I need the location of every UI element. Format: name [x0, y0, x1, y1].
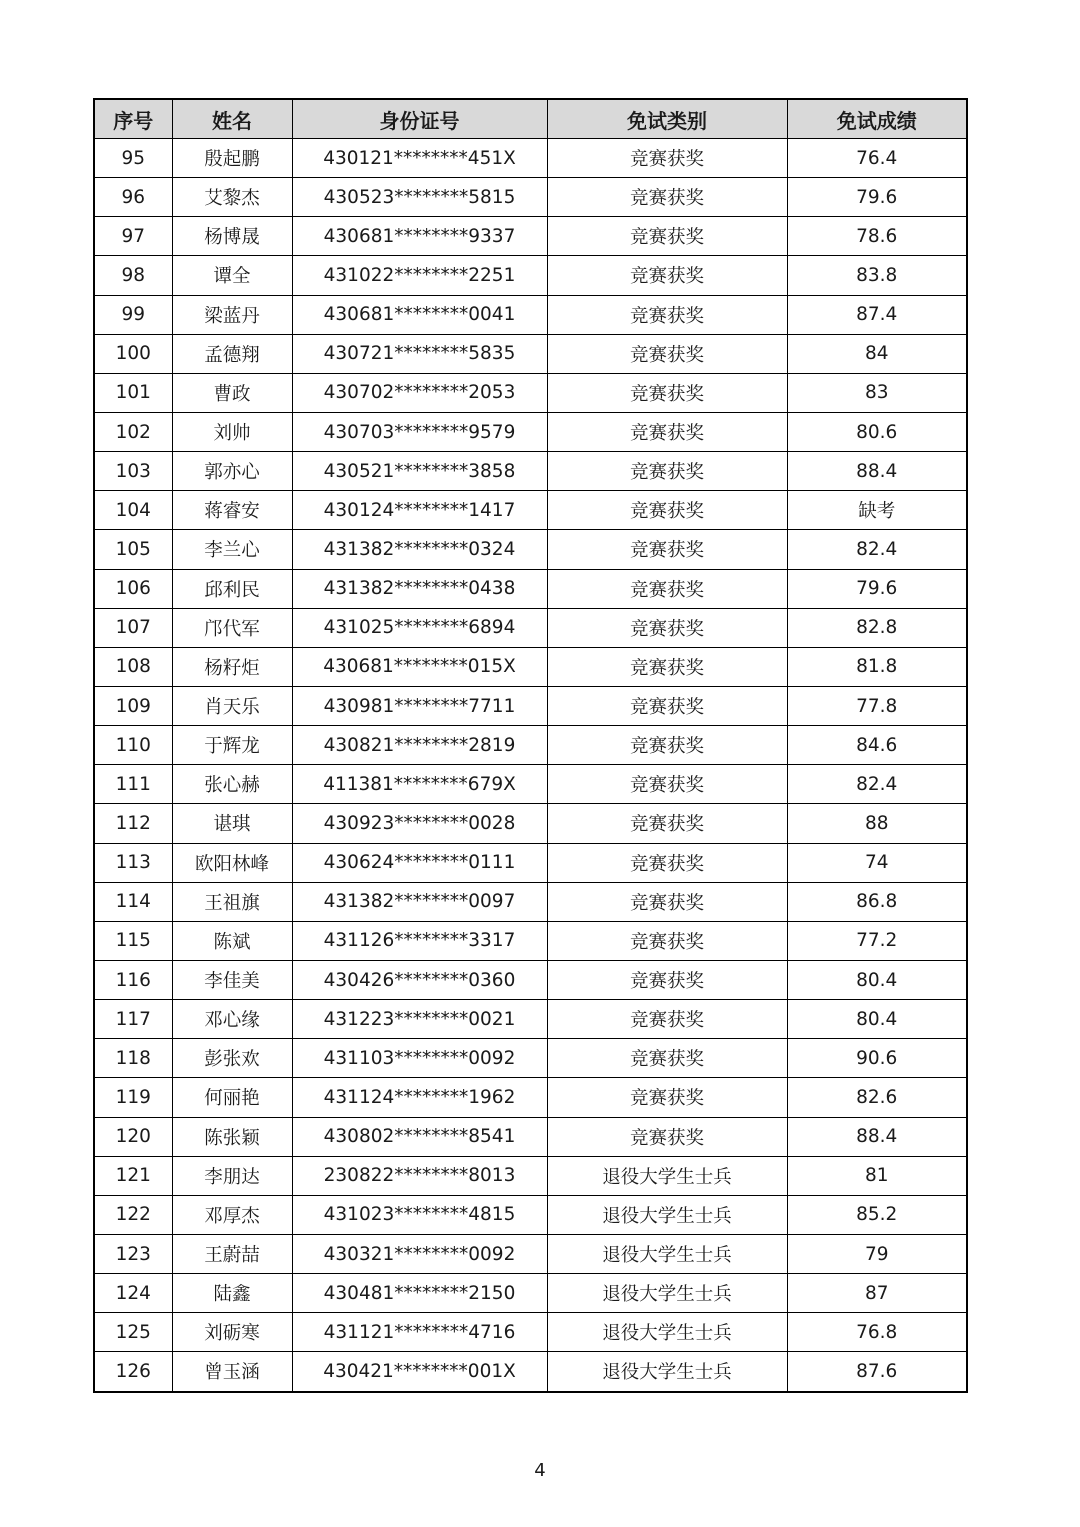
- cell-name: 李兰心: [172, 530, 292, 569]
- cell-id-number: 431124********1962: [292, 1078, 547, 1117]
- cell-name: 谭全: [172, 256, 292, 295]
- table-row: [94, 1078, 967, 1117]
- header-id-number: 身份证号: [292, 99, 547, 139]
- cell-serial-number: 113: [94, 843, 172, 882]
- cell-id-number: 430802********8541: [292, 1117, 547, 1156]
- cell-id-number: 430624********0111: [292, 843, 547, 882]
- cell-serial-number: 101: [94, 373, 172, 412]
- cell-serial-number: 124: [94, 1274, 172, 1313]
- cell-exemption-category: 退役大学生士兵: [547, 1234, 787, 1273]
- table-row: [94, 1156, 967, 1195]
- cell-name: 邓厚杰: [172, 1195, 292, 1234]
- cell-name: 欧阳林峰: [172, 843, 292, 882]
- cell-exemption-category: 竞赛获奖: [547, 139, 787, 178]
- cell-exemption-category: 竞赛获奖: [547, 178, 787, 217]
- cell-exemption-score: 82.8: [787, 608, 967, 647]
- cell-serial-number: 97: [94, 217, 172, 256]
- cell-id-number: 430521********3858: [292, 452, 547, 491]
- cell-serial-number: 100: [94, 334, 172, 373]
- cell-exemption-category: 竞赛获奖: [547, 726, 787, 765]
- cell-name: 曾玉涵: [172, 1352, 292, 1392]
- cell-exemption-score: 87.4: [787, 295, 967, 334]
- cell-exemption-category: 竞赛获奖: [547, 765, 787, 804]
- cell-id-number: 430681********0041: [292, 295, 547, 334]
- cell-exemption-score: 82.6: [787, 1078, 967, 1117]
- cell-exemption-category: 竞赛获奖: [547, 647, 787, 686]
- cell-id-number: 431382********0097: [292, 882, 547, 921]
- table-row: [94, 569, 967, 608]
- cell-serial-number: 103: [94, 452, 172, 491]
- table-row: [94, 334, 967, 373]
- cell-serial-number: 104: [94, 491, 172, 530]
- cell-serial-number: 98: [94, 256, 172, 295]
- cell-name: 邱利民: [172, 569, 292, 608]
- table-row: [94, 843, 967, 882]
- cell-id-number: 430121********451X: [292, 139, 547, 178]
- cell-exemption-category: 退役大学生士兵: [547, 1195, 787, 1234]
- cell-name: 于辉龙: [172, 726, 292, 765]
- cell-name: 张心赫: [172, 765, 292, 804]
- cell-exemption-score: 86.8: [787, 882, 967, 921]
- cell-id-number: 430702********2053: [292, 373, 547, 412]
- table-row: [94, 530, 967, 569]
- cell-id-number: 430681********015X: [292, 647, 547, 686]
- table-row: [94, 921, 967, 960]
- cell-exemption-score: 82.4: [787, 530, 967, 569]
- cell-id-number: 411381********679X: [292, 765, 547, 804]
- cell-id-number: 431223********0021: [292, 1000, 547, 1039]
- table-header-row: [94, 99, 967, 139]
- table-row: [94, 686, 967, 725]
- cell-serial-number: 114: [94, 882, 172, 921]
- cell-id-number: 431103********0092: [292, 1039, 547, 1078]
- table-row: [94, 491, 967, 530]
- cell-name: 王蔚喆: [172, 1234, 292, 1273]
- cell-name: 何丽艳: [172, 1078, 292, 1117]
- cell-exemption-category: 竞赛获奖: [547, 334, 787, 373]
- table-row: [94, 1195, 967, 1234]
- cell-serial-number: 122: [94, 1195, 172, 1234]
- cell-name: 谌琪: [172, 804, 292, 843]
- cell-name: 郭亦心: [172, 452, 292, 491]
- cell-exemption-score: 79.6: [787, 178, 967, 217]
- cell-id-number: 431382********0324: [292, 530, 547, 569]
- cell-serial-number: 120: [94, 1117, 172, 1156]
- table-row: [94, 1274, 967, 1313]
- table-row: [94, 647, 967, 686]
- cell-exemption-score: 87.6: [787, 1352, 967, 1392]
- cell-exemption-score: 88: [787, 804, 967, 843]
- cell-serial-number: 119: [94, 1078, 172, 1117]
- cell-exemption-score: 83.8: [787, 256, 967, 295]
- cell-exemption-category: 竞赛获奖: [547, 608, 787, 647]
- cell-serial-number: 106: [94, 569, 172, 608]
- header-serial-number: 序号: [94, 99, 172, 139]
- cell-id-number: 430721********5835: [292, 334, 547, 373]
- cell-exemption-score: 77.2: [787, 921, 967, 960]
- table-row: [94, 1352, 967, 1392]
- cell-name: 梁蓝丹: [172, 295, 292, 334]
- header-name: 姓名: [172, 99, 292, 139]
- page-number: 4: [534, 1460, 546, 1481]
- cell-name: 孟德翔: [172, 334, 292, 373]
- cell-exemption-category: 退役大学生士兵: [547, 1352, 787, 1392]
- table-row: [94, 1313, 967, 1352]
- cell-name: 李佳美: [172, 960, 292, 999]
- cell-serial-number: 110: [94, 726, 172, 765]
- cell-serial-number: 108: [94, 647, 172, 686]
- table-row: [94, 608, 967, 647]
- cell-id-number: 430321********0092: [292, 1234, 547, 1273]
- cell-exemption-score: 80.6: [787, 412, 967, 451]
- cell-id-number: 431126********3317: [292, 921, 547, 960]
- cell-id-number: 430426********0360: [292, 960, 547, 999]
- cell-name: 陈斌: [172, 921, 292, 960]
- cell-exemption-category: 退役大学生士兵: [547, 1313, 787, 1352]
- cell-exemption-score: 90.6: [787, 1039, 967, 1078]
- cell-name: 王祖旗: [172, 882, 292, 921]
- cell-exemption-category: 竞赛获奖: [547, 491, 787, 530]
- cell-exemption-score: 76.4: [787, 139, 967, 178]
- cell-exemption-category: 竞赛获奖: [547, 530, 787, 569]
- cell-serial-number: 99: [94, 295, 172, 334]
- cell-exemption-score: 81: [787, 1156, 967, 1195]
- cell-exemption-category: 竞赛获奖: [547, 569, 787, 608]
- cell-exemption-category: 竞赛获奖: [547, 256, 787, 295]
- table-row: [94, 217, 967, 256]
- table-row: [94, 765, 967, 804]
- cell-exemption-category: 竞赛获奖: [547, 1000, 787, 1039]
- cell-name: 杨籽炬: [172, 647, 292, 686]
- cell-exemption-score: 87: [787, 1274, 967, 1313]
- cell-exemption-score: 缺考: [787, 491, 967, 530]
- cell-id-number: 430481********2150: [292, 1274, 547, 1313]
- cell-id-number: 430421********001X: [292, 1352, 547, 1392]
- header-exemption-score: 免试成绩: [787, 99, 967, 139]
- cell-name: 陆鑫: [172, 1274, 292, 1313]
- cell-id-number: 430523********5815: [292, 178, 547, 217]
- cell-serial-number: 116: [94, 960, 172, 999]
- cell-serial-number: 117: [94, 1000, 172, 1039]
- table-row: [94, 726, 967, 765]
- cell-id-number: 431121********4716: [292, 1313, 547, 1352]
- table-row: [94, 256, 967, 295]
- cell-exemption-category: 竞赛获奖: [547, 686, 787, 725]
- cell-exemption-score: 83: [787, 373, 967, 412]
- cell-serial-number: 107: [94, 608, 172, 647]
- cell-serial-number: 96: [94, 178, 172, 217]
- table-row: [94, 1117, 967, 1156]
- cell-name: 殷起鹏: [172, 139, 292, 178]
- cell-exemption-score: 88.4: [787, 452, 967, 491]
- cell-exemption-score: 84: [787, 334, 967, 373]
- cell-name: 陈张颖: [172, 1117, 292, 1156]
- cell-exemption-score: 80.4: [787, 960, 967, 999]
- cell-exemption-category: 竞赛获奖: [547, 960, 787, 999]
- cell-serial-number: 95: [94, 139, 172, 178]
- table-row: [94, 1039, 967, 1078]
- table-row: [94, 373, 967, 412]
- cell-name: 李朋达: [172, 1156, 292, 1195]
- cell-exemption-category: 竞赛获奖: [547, 804, 787, 843]
- cell-serial-number: 118: [94, 1039, 172, 1078]
- cell-id-number: 431023********4815: [292, 1195, 547, 1234]
- cell-name: 刘帅: [172, 412, 292, 451]
- table-row: [94, 882, 967, 921]
- cell-serial-number: 102: [94, 412, 172, 451]
- cell-exemption-score: 85.2: [787, 1195, 967, 1234]
- cell-exemption-score: 76.8: [787, 1313, 967, 1352]
- cell-name: 邓心缘: [172, 1000, 292, 1039]
- cell-serial-number: 115: [94, 921, 172, 960]
- table-row: [94, 139, 967, 178]
- cell-serial-number: 121: [94, 1156, 172, 1195]
- cell-id-number: 431025********6894: [292, 608, 547, 647]
- cell-serial-number: 126: [94, 1352, 172, 1392]
- cell-exemption-category: 竞赛获奖: [547, 921, 787, 960]
- cell-exemption-score: 74: [787, 843, 967, 882]
- table-row: [94, 412, 967, 451]
- cell-exemption-category: 竞赛获奖: [547, 412, 787, 451]
- cell-exemption-category: 竞赛获奖: [547, 882, 787, 921]
- table-row: [94, 295, 967, 334]
- cell-serial-number: 105: [94, 530, 172, 569]
- cell-id-number: 430923********0028: [292, 804, 547, 843]
- table-row: [94, 178, 967, 217]
- cell-exemption-category: 竞赛获奖: [547, 1117, 787, 1156]
- table-body: [94, 139, 967, 1392]
- header-exemption-category: 免试类别: [547, 99, 787, 139]
- cell-id-number: 430703********9579: [292, 412, 547, 451]
- cell-exemption-score: 84.6: [787, 726, 967, 765]
- cell-id-number: 430681********9337: [292, 217, 547, 256]
- cell-serial-number: 112: [94, 804, 172, 843]
- cell-name: 肖天乐: [172, 686, 292, 725]
- cell-id-number: 430124********1417: [292, 491, 547, 530]
- cell-exemption-score: 78.6: [787, 217, 967, 256]
- cell-name: 曹政: [172, 373, 292, 412]
- cell-exemption-category: 竞赛获奖: [547, 217, 787, 256]
- cell-name: 彭张欢: [172, 1039, 292, 1078]
- table-row: [94, 804, 967, 843]
- cell-exemption-category: 退役大学生士兵: [547, 1156, 787, 1195]
- cell-exemption-score: 77.8: [787, 686, 967, 725]
- exemption-results-table: [93, 98, 968, 1393]
- cell-id-number: 430981********7711: [292, 686, 547, 725]
- cell-name: 邝代军: [172, 608, 292, 647]
- cell-exemption-category: 竞赛获奖: [547, 1039, 787, 1078]
- cell-name: 艾黎杰: [172, 178, 292, 217]
- cell-id-number: 430821********2819: [292, 726, 547, 765]
- table-row: [94, 960, 967, 999]
- cell-exemption-category: 竞赛获奖: [547, 373, 787, 412]
- cell-name: 蒋睿安: [172, 491, 292, 530]
- cell-exemption-category: 退役大学生士兵: [547, 1274, 787, 1313]
- cell-serial-number: 123: [94, 1234, 172, 1273]
- cell-serial-number: 125: [94, 1313, 172, 1352]
- cell-exemption-category: 竞赛获奖: [547, 295, 787, 334]
- cell-id-number: 431382********0438: [292, 569, 547, 608]
- cell-exemption-score: 79.6: [787, 569, 967, 608]
- cell-exemption-category: 竞赛获奖: [547, 843, 787, 882]
- cell-serial-number: 111: [94, 765, 172, 804]
- cell-exemption-category: 竞赛获奖: [547, 452, 787, 491]
- cell-name: 杨博晟: [172, 217, 292, 256]
- cell-exemption-score: 88.4: [787, 1117, 967, 1156]
- cell-name: 刘砺寒: [172, 1313, 292, 1352]
- cell-serial-number: 109: [94, 686, 172, 725]
- cell-exemption-score: 82.4: [787, 765, 967, 804]
- cell-id-number: 230822********8013: [292, 1156, 547, 1195]
- table-row: [94, 452, 967, 491]
- table-row: [94, 1234, 967, 1273]
- table-row: [94, 1000, 967, 1039]
- cell-exemption-score: 79: [787, 1234, 967, 1273]
- cell-id-number: 431022********2251: [292, 256, 547, 295]
- cell-exemption-category: 竞赛获奖: [547, 1078, 787, 1117]
- cell-exemption-score: 80.4: [787, 1000, 967, 1039]
- cell-exemption-score: 81.8: [787, 647, 967, 686]
